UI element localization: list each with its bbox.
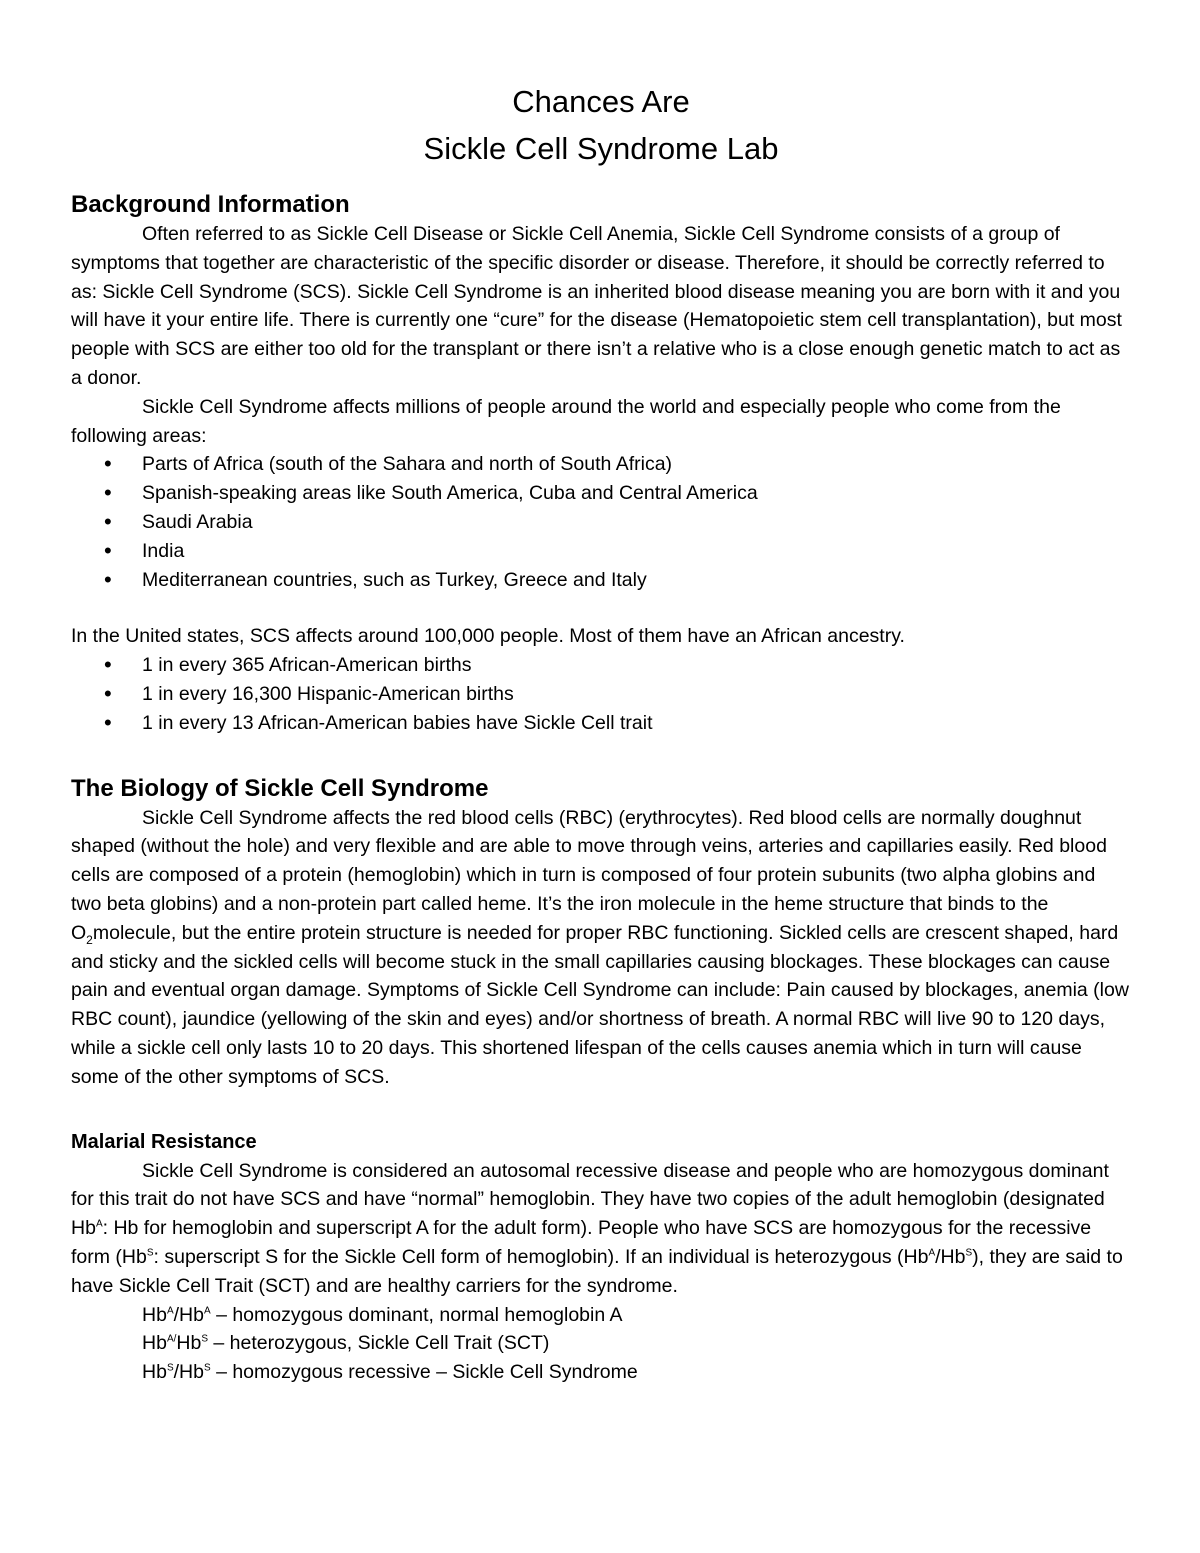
hb-text: Hb (142, 1361, 167, 1384)
list-item: • India (71, 537, 1131, 566)
list-item: • 1 in every 16,300 Hispanic-American births (71, 680, 1131, 709)
superscript-a: A (928, 1247, 936, 1259)
superscript-s: S (166, 1362, 174, 1374)
slash-text: / (173, 1303, 180, 1326)
hb-text: Hb (179, 1303, 204, 1326)
biology-text-part-1: Sickle Cell Syndrome affects the red blood cells (RBC) (erythrocytes). Red blood cells are normally doughnut shaped (without the hole) and very flexible and are able to move through veins, arteries and capillaries easily. Red blood cells are composed of a protein (hemoglobin) which in turn is composed of four protein subunits (two alpha globins and two beta globins) and a non-protein part called heme. It’s the iron molecule in the heme structure that binds to the O (71, 806, 1107, 944)
malaria-text: ), they are said to have Sickle Cell Trait (SCT) and are healthy carriers for the syndrome. (71, 1245, 1123, 1297)
hb-text: Hb (179, 1361, 204, 1384)
list-item: • Parts of Africa (south of the Sahara and north of South Africa) (71, 450, 1131, 479)
superscript-a: A (166, 1305, 174, 1316)
superscript-a: A (203, 1305, 211, 1316)
superscript-s: S (201, 1333, 208, 1345)
list-item: • 1 in every 13 African-American babies have Sickle Cell trait (71, 709, 1131, 738)
superscript-a-slash: A/ (166, 1333, 177, 1345)
document-page (71, 78, 1131, 1387)
genotype-line-as (71, 1329, 1131, 1358)
genotype-description: – heterozygous, Sickle Cell Trait (SCT) (213, 1332, 550, 1355)
title-line-1: Chances Are (512, 84, 690, 119)
o2-subscript: 2 (86, 932, 93, 947)
slash-text: / (173, 1361, 180, 1384)
malaria-text: /Hb (935, 1245, 966, 1268)
malaria-paragraph (71, 1157, 1131, 1301)
superscript-s: S (965, 1247, 973, 1259)
background-paragraph-1: Often referred to as Sickle Cell Disease or Sickle Cell Anemia, Sickle Cell Syndrome consists of a group of symptoms that together are characteristic of the specific disorder or disease. Therefore, it should be correctly referred to as: Sickle Cell Syndrome (SCS). Sickle Cell Syndrome is an inherited blood disease meaning you are born with it and you will have it your entire life. There is currently one “cure” for the disease (Hematopoietic stem cell transplantation), but most people with SCS are either too old for the transplant or there isn’t a relative who is a close enough genetic match to act as a donor. (71, 223, 1122, 389)
hb-text: Hb (176, 1332, 202, 1355)
document-title (71, 78, 1131, 172)
us-paragraph: In the United states, SCS affects around 100,000 people. Most of them have an African ancestry. (71, 625, 905, 648)
malaria-heading: Malarial Resistance (71, 1130, 257, 1153)
list-item: • Mediterranean countries, such as Turkey, Greece and Italy (71, 566, 1131, 595)
title-line-2: Sickle Cell Syndrome Lab (423, 131, 779, 166)
biology-heading: The Biology of Sickle Cell Syndrome (71, 774, 489, 802)
background-heading: Background Information (71, 191, 350, 218)
genotype-line-ss (71, 1358, 1131, 1387)
genotype-description: – homozygous recessive – Sickle Cell Syndrome (216, 1361, 638, 1384)
list-item: • Spanish-speaking areas like South America, Cuba and Central America (71, 479, 1131, 508)
superscript-s: S (146, 1247, 154, 1259)
areas-list (71, 450, 1131, 594)
superscript-s: S (203, 1362, 211, 1374)
superscript-a: A (95, 1218, 103, 1230)
biology-paragraph (71, 804, 1131, 1092)
malaria-text: : superscript S for the Sickle Cell form of hemoglobin). If an individual is heterozygous (Hb (153, 1245, 929, 1268)
genotype-description: – homozygous dominant, normal hemoglobin A (216, 1303, 623, 1326)
background-paragraph-2: Sickle Cell Syndrome affects millions of people around the world and especially people who come from the following areas: (71, 395, 1061, 447)
us-stats-list (71, 651, 1131, 737)
biology-text-part-2: molecule, but the entire protein structure is needed for proper RBC functioning. Sickled cells are crescent shaped, hard and sticky and the sickled cells will become stuck in the small capillaries causing blockages. These blockages can cause pain and eventual organ damage. Symptoms of Sickle Cell Syndrome can include: Pain caused by blockages, anemia (low RBC count), jaundice (yellowing of the skin and eyes) and/or shortness of breath. A normal RBC will live 90 to 120 days, while a sickle cell only lasts 10 to 20 days. This shortened lifespan of the cells causes anemia which in turn will cause some of the other symptoms of SCS. (71, 921, 1129, 1088)
list-item: • 1 in every 365 African-American births (71, 651, 1131, 680)
list-item: • Saudi Arabia (71, 508, 1131, 537)
malaria-text: Sickle Cell Syndrome is considered an autosomal recessive disease and people who are homozygous dominant for this trait do not have SCS and have “normal” hemoglobin. They have two copies of the adult hemoglobin (designated Hb (71, 1159, 1109, 1240)
genotype-line-aa (71, 1301, 1131, 1330)
malaria-text: : Hb for hemoglobin and superscript A for the adult form). People who have SCS are homozygous for the recessive form (Hb (71, 1217, 1092, 1268)
hb-text: Hb (142, 1303, 167, 1326)
hb-text: Hb (142, 1332, 167, 1355)
